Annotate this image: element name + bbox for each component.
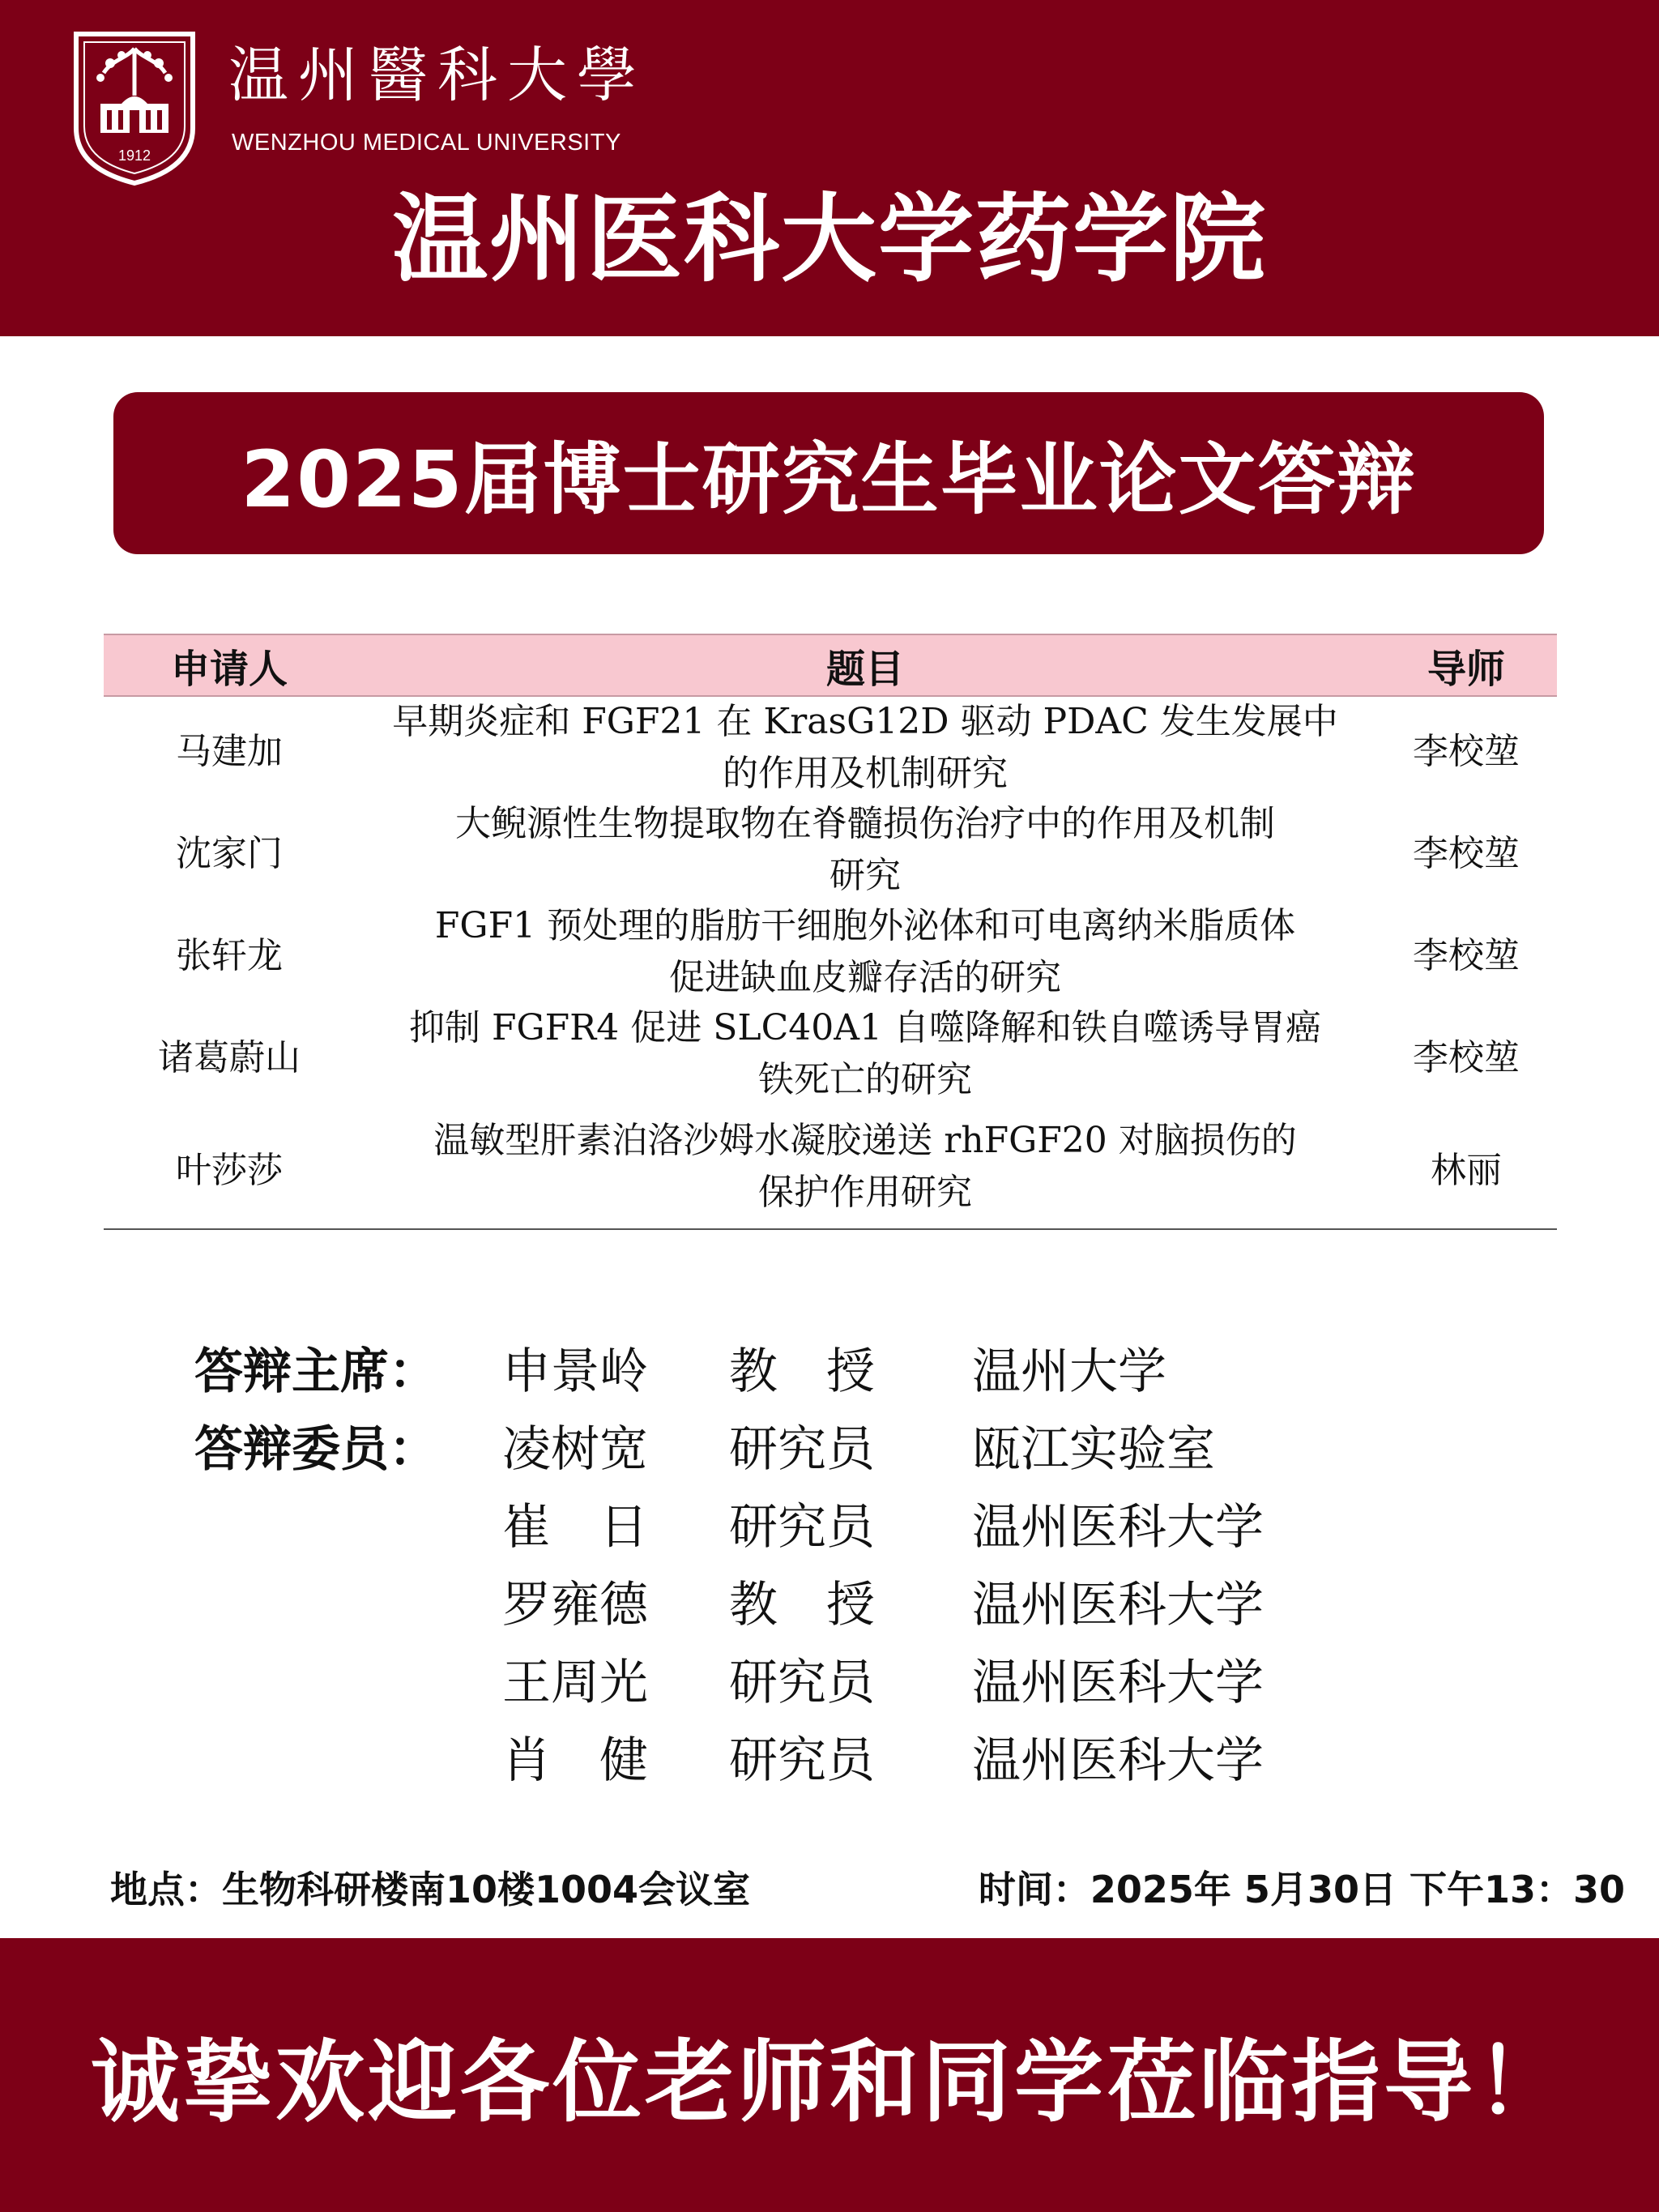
committee-row (194, 1329, 1377, 1407)
table-row (104, 1003, 1557, 1105)
table-bottom-rule (104, 1228, 1557, 1230)
member-name: 肖 健 (502, 1732, 648, 1789)
member-title: 教 授 (729, 1343, 875, 1400)
applicant-name: 马建加 (176, 731, 283, 772)
committee-row (194, 1562, 1377, 1640)
thesis-title-line: 铁死亡的研究 (758, 1059, 972, 1100)
member-title: 研究员 (729, 1421, 875, 1478)
university-name-cn: 温州醫科大學 (228, 41, 646, 110)
committee-row (194, 1640, 1377, 1718)
applicant-name: 诸葛蔚山 (158, 1037, 301, 1078)
thesis-title (355, 1002, 1375, 1106)
thesis-title-line: 抑制 FGFR4 促进 SLC40A1 自噬降解和铁自噬诱导胃癌 (408, 1007, 1322, 1048)
member-institution: 温州医科大学 (972, 1732, 1264, 1789)
member-name: 申景岭 (502, 1343, 648, 1400)
table-row (104, 1105, 1557, 1228)
thesis-title-line: FGF1 预处理的脂肪干细胞外泌体和可电离纳米脂质体 (434, 905, 1296, 946)
header-band (0, 0, 1659, 336)
event-location: 地点：生物科研楼南10楼1004会议室 (110, 1868, 751, 1911)
thesis-title-line: 大鲵源性生物提取物在脊髓损伤治疗中的作用及机制 (455, 803, 1275, 844)
welcome-text: 诚挚欢迎各位老师和同学莅临指导！ (91, 2031, 1568, 2134)
member-institution: 温州医科大学 (972, 1499, 1264, 1556)
member-title: 教 授 (729, 1577, 875, 1633)
thesis-title-line: 温敏型肝素泊洛沙姆水凝胶递送 rhFGF20 对脑损伤的 (433, 1120, 1297, 1161)
committee-row (194, 1407, 1377, 1484)
thesis-title-line: 保护作用研究 (758, 1172, 972, 1213)
thesis-title-line: 促进缺血皮瓣存活的研究 (669, 957, 1061, 998)
advisor-name: 李校堃 (1413, 1037, 1520, 1078)
header-applicant: 申请人 (170, 646, 288, 692)
committee-list (194, 1329, 1377, 1796)
member-institution: 温州医科大学 (972, 1655, 1264, 1711)
defense-banner (113, 392, 1544, 554)
member-name: 罗雍德 (502, 1577, 648, 1633)
table-header (104, 634, 1557, 697)
member-name: 王周光 (502, 1655, 648, 1711)
event-time: 时间：2025年 5月30日 下午13：30 (978, 1868, 1625, 1911)
applicant-name: 沈家门 (176, 833, 283, 874)
member-institution: 温州医科大学 (972, 1577, 1264, 1633)
member-name: 崔 日 (502, 1499, 648, 1556)
university-seal-icon (71, 31, 198, 186)
member-name: 凌树宽 (502, 1421, 648, 1478)
table-row (104, 697, 1557, 799)
school-title: 温州医科大学药学院 (391, 183, 1267, 295)
table-row (104, 901, 1557, 1003)
chair-label: 答辩主席： (194, 1343, 437, 1400)
member-title: 研究员 (729, 1655, 875, 1711)
thesis-title-line: 的作用及机制研究 (723, 753, 1008, 794)
banner-title: 2025届博士研究生毕业论文答辩 (241, 433, 1417, 525)
member-title: 研究员 (729, 1499, 875, 1556)
welcome-band (0, 1938, 1659, 2212)
applicant-name: 叶莎莎 (176, 1150, 283, 1191)
member-institution: 瓯江实验室 (972, 1421, 1215, 1478)
advisor-name: 李校堃 (1413, 833, 1520, 874)
committee-row (194, 1718, 1377, 1796)
thesis-title (355, 798, 1375, 902)
member-title: 研究员 (729, 1732, 875, 1789)
advisor-name: 李校堃 (1413, 731, 1520, 772)
thesis-title (355, 696, 1375, 800)
advisor-name: 李校堃 (1413, 935, 1520, 976)
thesis-title-line: 早期炎症和 FGF21 在 KrasG12D 驱动 PDAC 发生发展中 (392, 701, 1338, 742)
applicant-name: 张轩龙 (176, 935, 283, 976)
committee-row (194, 1484, 1377, 1562)
thesis-title (355, 1115, 1375, 1219)
thesis-title (355, 900, 1375, 1004)
header-title: 题目 (825, 646, 904, 692)
thesis-table (104, 634, 1557, 1230)
university-name-en: WENZHOU MEDICAL UNIVERSITY (232, 130, 621, 156)
member-label: 答辩委员： (194, 1421, 437, 1478)
table-row (104, 799, 1557, 901)
thesis-title-line: 研究 (830, 855, 901, 896)
member-institution: 温州大学 (972, 1343, 1166, 1400)
seal-year: 1912 (117, 147, 151, 164)
advisor-name: 林丽 (1431, 1150, 1502, 1191)
event-info (110, 1860, 1625, 1914)
header-advisor: 导师 (1427, 646, 1505, 692)
